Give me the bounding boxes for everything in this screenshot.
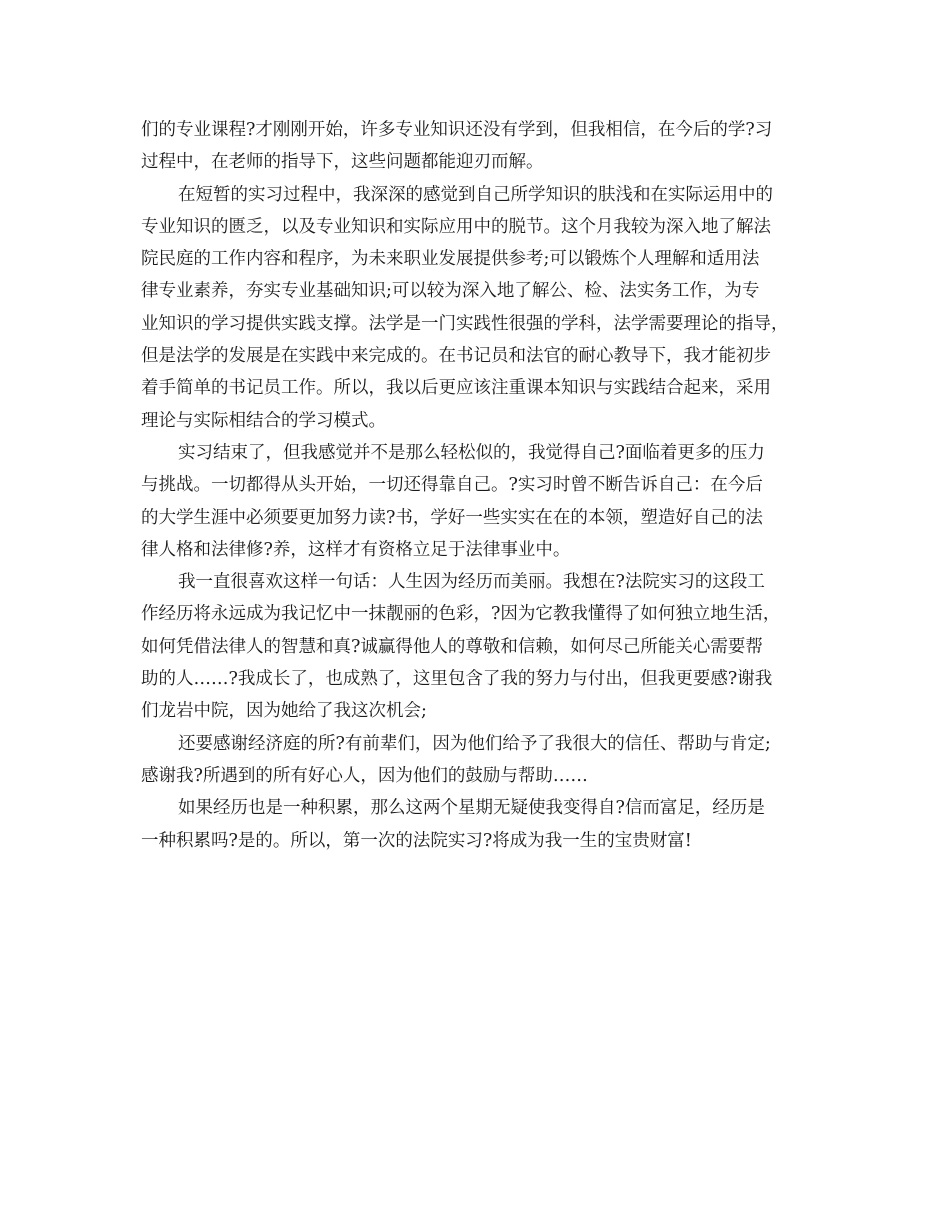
text-line: 们龙岩中院，因为她给了我这次机会; (141, 701, 427, 722)
text-line: 理论与实际相结合的学习模式。 (141, 410, 386, 431)
text-line: 的大学生涯中必须要更加努力读?书，学好一些实实在在的本领，塑造好自己的法 (141, 507, 763, 528)
text-line: 但是法学的发展是在实践中来完成的。在书记员和法官的耐心教导下，我才能初步 (141, 346, 771, 367)
text-line: 在短暂的实习过程中，我深深的感觉到自己所学知识的肤浅和在实际运用中的 (178, 184, 773, 205)
text-line: 过程中，在老师的指导下，这些问题都能迎刃而解。 (141, 152, 544, 173)
text-line: 作经历将永远成为我记忆中一抹靓丽的色彩，?因为它教我懂得了如何独立地生活， (141, 604, 781, 625)
text-line: 实习结束了，但我感觉并不是那么轻松似的，我觉得自己?面临着更多的压力 (178, 442, 765, 463)
text-line: 感谢我?所遇到的所有好心人，因为他们的鼓励与帮助…… (141, 765, 588, 786)
text-line: 业知识的学习提供实践支撑。法学是一门实践性很强的学科，法学需要理论的指导， (141, 313, 789, 334)
text-line: 院民庭的工作内容和程序，为未来职业发展提供参考;可以锻炼个人理解和适用法 (141, 249, 760, 270)
text-line: 助的人……?我成长了，也成熟了，这里包含了我的努力与付出，但我更要感?谢我 (141, 669, 773, 690)
text-line: 律专业素养，夯实专业基础知识;可以较为深入地了解公、检、法实务工作，为专 (141, 281, 760, 302)
text-line: 们的专业课程?才刚刚开始，许多专业知识还没有学到，但我相信，在今后的学?习 (141, 120, 773, 140)
text-line: 如何凭借法律人的智慧和真?诚赢得他人的尊敬和信赖，如何尽己所能关心需要帮 (141, 636, 763, 657)
text-line: 着手简单的书记员工作。所以，我以后更应该注重课本知识与实践结合起来，采用 (141, 378, 771, 399)
document-body-text (141, 114, 831, 857)
text-line: 专业知识的匮乏，以及专业知识和实际应用中的脱节。这个月我较为深入地了解法 (141, 216, 771, 237)
text-line: 一种积累吗?是的。所以，第一次的法院实习?将成为我一生的宝贵财富! (141, 830, 692, 851)
text-line: 律人格和法律修?养，这样才有资格立足于法律事业中。 (141, 539, 571, 560)
text-line: 与挑战。一切都得从头开始，一切还得靠自己。?实习时曾不断告诉自己：在今后 (141, 475, 763, 496)
text-line: 如果经历也是一种积累，那么这两个星期无疑使我变得自?信而富足，经历是 (178, 798, 765, 819)
text-line: 我一直很喜欢这样一句话：人生因为经历而美丽。我想在?法院实习的这段工 (178, 572, 765, 593)
text-line: 还要感谢经济庭的所?有前辈们，因为他们给予了我很大的信任、帮助与肯定; (178, 733, 771, 754)
